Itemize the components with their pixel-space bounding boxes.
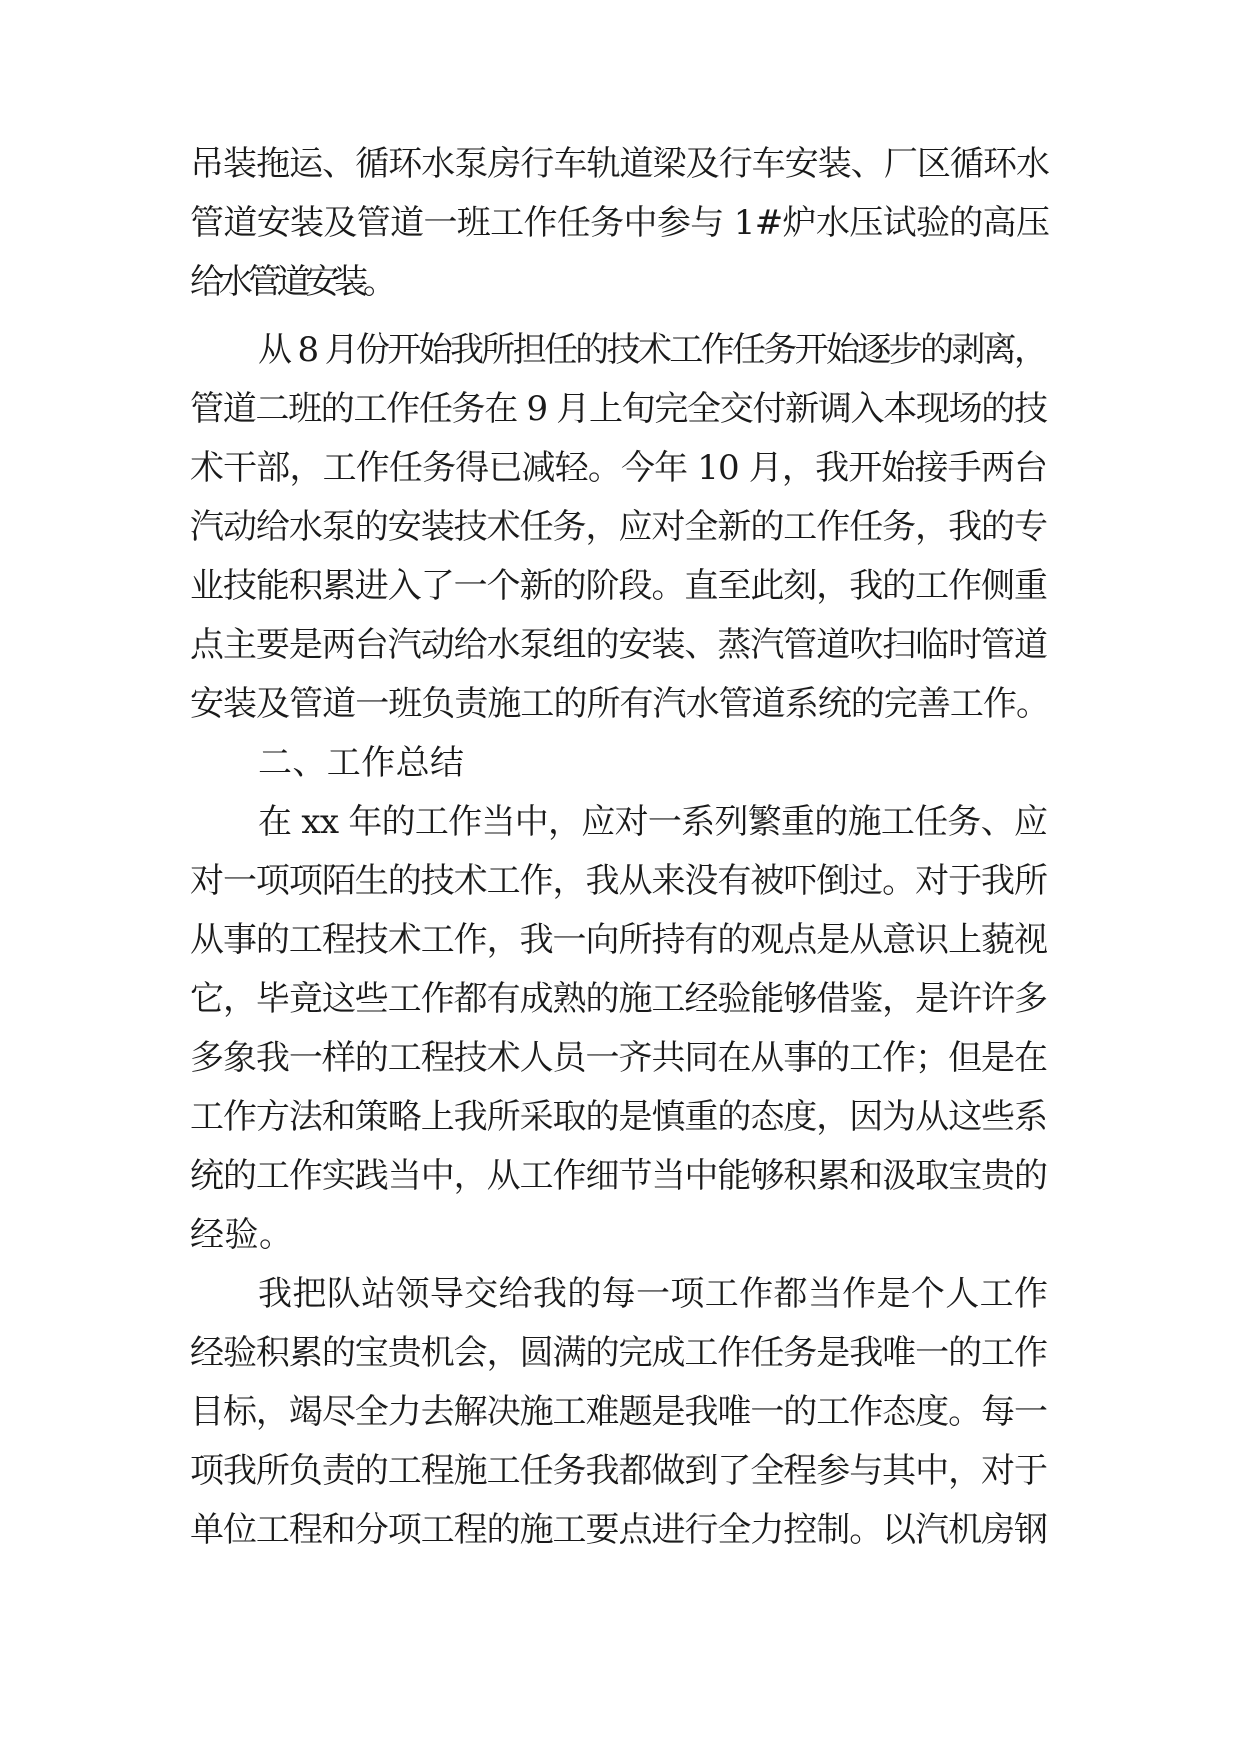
text-line-18: 统的工作实践当中，从工作细节当中能够积累和汲取宝贵的	[190, 1156, 1047, 1196]
text-line-5: 管道二班的工作任务在 9 月上旬完全交付新调入本现场的技	[190, 389, 1047, 429]
text-line-10: 安装及管道一班负责施工的所有汽水管道系统的完善工作。	[190, 684, 1050, 724]
text-line-8: 业技能积累进入了一个新的阶段。直至此刻，我的工作侧重	[190, 566, 1047, 606]
text-line-24: 单位工程和分项工程的施工要点进行全力控制。以汽机房钢	[190, 1510, 1047, 1550]
text-line-7: 汽动给水泵的安装技术任务，应对全新的工作任务，我的专	[190, 507, 1047, 547]
text-line-22: 目标，竭尽全力去解决施工难题是我唯一的工作态度。每一	[190, 1392, 1047, 1432]
text-line-9: 点主要是两台汽动给水泵组的安装、蒸汽管道吹扫临时管道	[190, 625, 1047, 665]
text-line-17: 工作方法和策略上我所采取的是慎重的态度，因为从这些系	[190, 1097, 1047, 1137]
text-line-16: 多象我一样的工程技术人员一齐共同在从事的工作；但是在	[190, 1038, 1047, 1078]
text-line-6: 术干部，工作任务得已减轻。今年 10 月，我开始接手两台	[190, 448, 1048, 488]
text-line-13: 对一项项陌生的技术工作，我从来没有被吓倒过。对于我所	[190, 861, 1047, 901]
text-line-1: 吊装拖运、循环水泵房行车轨道梁及行车安装、厂区循环水	[190, 144, 1050, 184]
text-line-23: 项我所负责的工程施工任务我都做到了全程参与其中，对于	[190, 1451, 1047, 1491]
section-heading: 二、工作总结	[258, 743, 465, 783]
text-line-4: 从 8 月份开始我所担任的技术工作任务开始逐步的剥离，	[258, 330, 1046, 370]
text-line-20: 我把队站领导交给我的每一项工作都当作是个人工作	[258, 1274, 1049, 1314]
text-line-12: 在 xx 年的工作当中，应对一系列繁重的施工任务、应	[258, 802, 1048, 842]
text-line-15: 它，毕竟这些工作都有成熟的施工经验能够借鉴，是许许多	[190, 979, 1047, 1019]
text-line-14: 从事的工程技术工作，我一向所持有的观点是从意识上藐视	[190, 920, 1047, 960]
text-line-3: 给水管道安装。	[190, 262, 392, 302]
text-line-2: 管道安装及管道一班工作任务中参与 1#炉水压试验的高压	[190, 203, 1050, 243]
text-line-21: 经验积累的宝贵机会，圆满的完成工作任务是我唯一的工作	[190, 1333, 1047, 1373]
text-line-19: 经验。	[190, 1215, 294, 1255]
